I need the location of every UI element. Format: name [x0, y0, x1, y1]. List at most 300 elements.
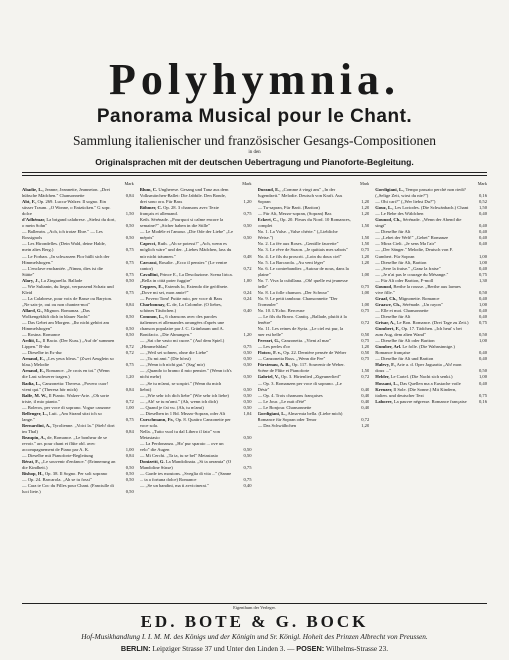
entry-text	[375, 247, 469, 259]
work-description: Op. 38. Il Sogno. Per soli soprano	[44, 471, 108, 477]
work-description: Il Pianto. Walzer-Arie. „Oh sorte triste, il mio pianto."	[22, 392, 110, 404]
entry-price: 0,75	[125, 271, 134, 277]
composer-name: Kreuzer,	[375, 386, 393, 392]
catalog-entry	[375, 187, 487, 199]
entry-text	[140, 272, 234, 284]
catalog-entry	[140, 260, 252, 272]
catalog-entry	[140, 187, 252, 205]
entry-text	[258, 381, 352, 393]
entry-price: 0,75	[478, 320, 487, 326]
composer-name: Gordigiani, L.,	[257, 410, 287, 416]
entry-price: 0,40	[478, 211, 487, 217]
composer-name: Graaf, Ch.,	[375, 295, 398, 301]
entry-text	[140, 217, 234, 229]
page-subtitle: Panorama Musical pour le Chant.	[96, 106, 413, 127]
publisher-court-title: Hof-Musikhandlung I. I. M. M. des Königs und der Königin und Sr. Königl. Hoheit des Prinzen Albrecht von Preussen.	[81, 632, 428, 641]
entry-price: 0,50	[125, 465, 134, 471]
entry-price: 0,40	[478, 350, 487, 356]
entry-price: 0,75	[243, 344, 252, 350]
work-description: — Tu-sapran, Für Barit. (Bariton)	[257, 205, 320, 211]
entry-price: 0,75	[478, 271, 487, 277]
catalog-entries	[375, 187, 487, 405]
entry-price: 0,16	[478, 398, 487, 404]
composer-name: Badia, L.,	[22, 380, 42, 386]
entry-text	[22, 435, 116, 453]
composer-name: Gumbert, F.,	[375, 326, 401, 332]
entry-price: 0,50	[243, 447, 252, 453]
work-description: — Les perles d'or	[257, 344, 291, 350]
catalog-entry	[258, 381, 370, 393]
entry-price: 0,40	[478, 307, 487, 313]
work-description: — Le Bebe des Wäldchen	[375, 211, 424, 217]
composer-name: Ceppers, E.,	[139, 283, 164, 289]
work-description: — „Lebet der Welt!" „Gebet" Romanze	[375, 235, 449, 241]
entry-text	[375, 217, 469, 229]
composer-name: Curschmann, Fr.,	[139, 416, 175, 422]
entry-price: 0,50	[361, 332, 370, 338]
catalog-entry	[258, 187, 370, 205]
work-description: No. 11. Les reines de Syria. „Le ciel est pur, la mer est belle"	[257, 326, 344, 338]
entry-text	[140, 471, 234, 483]
header-rule-bottom	[22, 175, 487, 176]
entry-price: 0,84	[125, 453, 134, 459]
collection-description: Sammlung italienischer und französischer Gesangs-Compositionen	[73, 133, 436, 148]
entry-price: 0,84	[125, 193, 134, 199]
work-description: Sérénade. „Un rayon"	[402, 301, 443, 307]
work-description: Keth. Sérénade. „Pourquoi si calme encore la semaine?" „Sicher haben in die Stille"	[139, 217, 224, 229]
entry-price: 0,72	[125, 344, 134, 350]
entry-price: 0,75	[361, 356, 370, 362]
catalog-entry	[22, 266, 134, 278]
entry-text	[22, 356, 116, 368]
catalog-entry	[140, 441, 252, 453]
composer-name: Fürstenau, A. B.,	[257, 362, 291, 368]
catalog-entry	[22, 296, 134, 308]
work-description: Arie a. d. Oper Jaguarita „Ah! mon doux ..."	[375, 362, 462, 374]
work-description: Ruth. „Ah se potessi!" „Ach, wenn es möglich wäre" und der. „Liebes Mädchen, lass du mir nicht träumen."	[139, 241, 232, 259]
work-description: — La Perdonanza. „Ho' pur sparato ... ove un velo" die Augen	[139, 440, 224, 453]
work-description: Nella. „Tutto vuol tu dal Libero il fato" von Metastasio	[139, 428, 220, 440]
entry-text	[22, 368, 116, 380]
entry-text	[140, 338, 234, 350]
entry-text	[22, 284, 116, 296]
entry-text	[375, 187, 469, 199]
work-description: — Le Forban. „In schwarzen Flor hüllt sich der Himmelsbogen."	[22, 253, 110, 265]
catalog-entry	[22, 254, 134, 266]
work-description: La brigand calabrese. „Siehst du dort, o mein Sohn"	[22, 217, 116, 229]
entry-price: 0,72	[125, 398, 134, 404]
entry-price: 0,50	[125, 277, 134, 283]
work-description: Rosalie. „Ecco il pensier." (Le ventre cantor)	[139, 259, 228, 271]
entry-text	[375, 326, 469, 338]
work-description: No. 7. Viva la cubillana. „Oh! quelle est jeunesse belle"	[257, 277, 348, 289]
catalog-entry	[22, 356, 134, 368]
entry-price: 1,50	[361, 223, 370, 229]
entry-price: 0,16	[478, 193, 487, 199]
composer-name: Hossant, L.,	[375, 380, 399, 386]
entry-text	[258, 229, 352, 241]
catalog-entry	[140, 302, 252, 314]
entry-price: 1,50	[478, 205, 487, 211]
composer-name: Carcassi,	[139, 259, 158, 265]
work-description: de, La Colombe. (O liebes, schönes Täubchen.)	[139, 301, 222, 313]
catalog-entry	[140, 459, 252, 471]
composer-name: Grisar, A.,	[375, 320, 396, 326]
entry-price: 0,50	[243, 386, 252, 392]
composer-name: Bellenger, L.,	[22, 410, 48, 416]
work-description: Le Cartel. (Die Nacht sich senkt.)	[390, 374, 453, 380]
work-description: — Rosina. Romance	[22, 332, 61, 338]
entry-price: 0,75	[125, 247, 134, 253]
composer-name: Capecci,	[139, 241, 157, 247]
catalog-entry	[140, 338, 252, 350]
entry-price: 0,84	[125, 386, 134, 392]
entry-price: 1,00	[243, 277, 252, 283]
entry-price: 0,50	[243, 235, 252, 241]
work-description: — Elle et moi. Chansonnette	[375, 307, 429, 313]
catalog-entries	[22, 187, 134, 495]
entry-text	[22, 483, 116, 495]
entry-price: 1,00	[478, 259, 487, 265]
entry-price: 0,50	[125, 332, 134, 338]
work-description: — Le fils du Bravo. Cantiq. „Ballade, plutôt à la fenêtre"	[257, 313, 347, 326]
work-description: — Mirra Cieli. „Je sens Ma l'air"	[375, 241, 436, 247]
entry-price: 1,00	[478, 253, 487, 259]
catalog-entry	[258, 411, 370, 423]
publisher-name: ED. BOTE & G. BOCK	[140, 612, 369, 631]
entry-price: 1,20	[243, 199, 252, 205]
entry-text	[22, 308, 116, 320]
work-description: — Dieselben in 1 Bd. Mezzo-Sopran, oder Alt	[139, 410, 226, 416]
entry-price: 1,20	[361, 199, 370, 205]
composer-name: Gounod,	[375, 283, 393, 289]
entry-text	[375, 387, 469, 399]
catalog-entries	[140, 187, 252, 489]
entry-price: 0,50	[243, 350, 252, 356]
catalog-entry	[22, 308, 134, 320]
work-description: — Dieselbe für Alt	[375, 229, 411, 235]
work-description: — Les Hirondelles. (Dein Wald, deine Halde, mein altes Berg.)	[22, 241, 106, 253]
catalog-entry	[258, 296, 370, 308]
catalog-entry	[22, 338, 134, 350]
berlin-label: BERLIN:	[120, 644, 151, 653]
catalog-entry	[258, 423, 370, 429]
work-description: No. 9. Le petit tambour. Chansonnette "Der Trommler"	[257, 295, 338, 307]
entry-text	[22, 381, 116, 393]
entry-text	[375, 399, 469, 405]
entry-price: 0,40	[478, 313, 487, 319]
work-description: Il Sole. (Die Sonne.) Mit Kindern, italien. und deutscher Text	[375, 386, 457, 398]
work-description: 6 chansons avec des paroles italiennes et allemandes arrangées d'après une chanson populaire par J. C. Grünbaum und A. Bonifacio. „Die Ahnungen."	[139, 313, 225, 338]
entry-text	[258, 411, 352, 423]
catalog-entry	[22, 483, 134, 495]
composer-name: Balfe, M. W.,	[22, 392, 48, 398]
work-description: Alma-mia bella. (Liebe mich) Romance für Sopran oder Tenor	[257, 410, 343, 422]
catalog-entry	[22, 199, 134, 217]
work-description: Ungherese. Gesang und Tanz aus dem Volksmärchen-Ballet: Die Jabbile. Den Bonde, drei sono ora. Für Bass	[139, 187, 229, 205]
entry-price: 0,50	[125, 235, 134, 241]
work-description: — Mi Cerchi. „Ta ta, tu se bel" Metastasio	[139, 453, 219, 459]
mark-column-header: Mark	[124, 181, 134, 186]
work-description: — Dieselbe für Alt, Bariton	[375, 259, 427, 265]
entry-price: 1,00	[478, 301, 487, 307]
work-description: Op. 28. 3 chansons avec Texte français et allemand.	[139, 205, 219, 217]
work-description: — „Quando io bramo il mio pensier." (Wenn ich's nicht mehr)	[139, 368, 232, 380]
berlin-address: Leipziger Strasse 37 und Unter den Linden 3.	[152, 644, 286, 653]
entry-price: 0,48	[243, 253, 252, 259]
entry-price: 0,50	[243, 398, 252, 404]
entry-text	[140, 229, 234, 241]
catalog-entry	[22, 217, 134, 229]
entry-text	[258, 423, 352, 429]
entry-price: 0,75	[361, 307, 370, 313]
entry-price: 0,50	[125, 313, 134, 319]
work-description: Canzonetta. „Vieni al mar"	[281, 338, 331, 344]
entry-text	[140, 441, 234, 453]
entry-price: 0,40	[478, 380, 487, 386]
work-description: Luit. „Am Strand sitzt ich so lange."	[22, 410, 102, 422]
entry-price: 0,50	[478, 368, 487, 374]
work-description: — Garde tes moutons. „Sveglia di vita ..." (Sanne ... ta a fortuna dolce) Romance	[139, 471, 232, 483]
entry-text	[140, 205, 234, 217]
catalog-entry	[140, 381, 252, 393]
entry-text	[140, 284, 234, 296]
entry-price: 0,50	[243, 434, 252, 440]
entry-price: 0,40	[361, 398, 370, 404]
entry-price: 1,50	[361, 368, 370, 374]
catalog-entry	[375, 326, 487, 338]
mark-column-header: Mark	[477, 181, 487, 186]
work-description: Tyrolienne. „Voici la." (Sieh! dort im Thal)	[22, 422, 115, 434]
composer-name: Böhmer, C.	[139, 205, 162, 211]
entry-price: 0,40	[478, 241, 487, 247]
composer-name: Alary, J.,	[22, 277, 40, 283]
entry-text	[22, 199, 116, 217]
entry-price: 1,20	[361, 211, 370, 217]
catalog-entry	[140, 314, 252, 338]
composer-name: Bishop, H.,	[22, 471, 44, 477]
work-description: — Dieselbe in Es-dur	[22, 350, 62, 356]
catalog-column	[140, 181, 252, 601]
entry-text	[140, 368, 234, 380]
entry-price: 1,20	[361, 253, 370, 259]
work-description: — Canzonetta Russ. „Wenn die Fee"	[257, 356, 326, 362]
entry-text	[140, 429, 234, 441]
work-description: — „Wenn ich nicht gut." (Sag' mir)	[139, 362, 205, 368]
work-description: Op. 22. Dernière pensée de Weber	[283, 350, 347, 356]
entry-price: 0,72	[243, 265, 252, 271]
catalog-entry	[140, 483, 252, 489]
catalog-entry	[22, 187, 134, 199]
entry-text	[22, 187, 116, 199]
work-description: — „Ah! se tu m'ami." (Ah, wenn ich dich)	[139, 398, 218, 404]
work-description: — Povero Tom! Puttie mio, per voce di Bass	[139, 295, 223, 301]
catalog-entry	[140, 417, 252, 429]
work-description: Canzonetta: Theresa. „Povero cuor! vieni qui." (Theresa hör mich)	[22, 380, 109, 392]
catalog-entry	[22, 411, 134, 423]
entry-price: 1,00	[478, 374, 487, 380]
catalog-entry	[22, 423, 134, 435]
entry-text	[22, 254, 116, 266]
catalog-columns	[22, 181, 487, 601]
entry-text	[375, 284, 469, 296]
entry-text	[140, 459, 234, 471]
entry-price: 0,50	[125, 471, 134, 477]
work-description: No. 6. Le contrebandier. „Autour de nous, dans la plaine"	[257, 265, 349, 277]
work-description: — Das Gebet am Morgen. „Ihr nicht gehört am Himmelsbogen"	[22, 320, 110, 332]
catalog-entry	[258, 266, 370, 278]
entry-text	[258, 314, 352, 326]
composer-name: Abt, F.,	[22, 199, 37, 205]
posen-address: Wilhelms-Strasse 23.	[325, 644, 389, 653]
composer-name: Eckert, C.,	[257, 217, 279, 223]
work-description: La Mandolinata. „Si ta aeramia" (O Mandoline Süsse)	[139, 459, 232, 471]
collection-description-detail: Originalsprachen mit der deutschen Uebertragung und Pianoforte-Begleitung.	[95, 157, 414, 167]
catalog-entry	[22, 368, 134, 380]
catalog-entry	[375, 247, 487, 259]
work-description: — La Calabrese, pour voix de Basse ou Baryton. „Ne sais-je, oui ou non chantez-moi"	[22, 295, 113, 307]
work-description: Berthe la rousse. „Berthe aux larmes vive fille."	[375, 283, 461, 295]
publisher-rights-label: Eigenthum der Verleger.	[233, 605, 276, 610]
entry-text	[140, 483, 234, 489]
entry-price: 0,40	[361, 392, 370, 398]
entry-price: 0,50	[361, 350, 370, 356]
entry-price: 1,00	[478, 338, 487, 344]
composer-name: Blum, C.	[139, 187, 158, 192]
composer-name: Bérat, F.,	[22, 459, 40, 465]
catalog-entry	[375, 284, 487, 296]
catalog-entry	[375, 217, 487, 229]
entry-price: 0,40	[243, 483, 252, 489]
work-description: La pauvre négresse. Romance française	[393, 398, 467, 404]
work-description: — Für Alt oder Bariton, F-moll	[375, 277, 434, 283]
entry-text	[258, 362, 352, 374]
entry-text	[258, 187, 352, 205]
work-description: — „Wie sehr ich dich liebe" (Wie sehr ich liebe)	[139, 392, 229, 398]
work-description: „Comme à vingt ans" „In der Jugendzeit." Melodie. Deutsch von Kraft. Aus Sopran	[257, 187, 343, 205]
work-description: Tempo passato perchè non riedi? („Selige Zeit, wirst du nie?")	[375, 187, 466, 199]
catalog-entry	[22, 320, 134, 332]
entry-price: 0,75	[125, 362, 134, 368]
catalog-entry	[258, 362, 370, 374]
entry-text	[375, 344, 469, 356]
composer-name: Donizetti, G.	[139, 459, 165, 465]
entry-text	[140, 187, 234, 205]
entry-text	[140, 260, 234, 272]
entry-price: 0,72	[125, 350, 134, 356]
composer-name: Ardiii, L.,	[22, 338, 42, 344]
entry-text	[22, 320, 116, 332]
entry-price: 1,00	[361, 271, 370, 277]
composer-name: Laborre,	[375, 398, 393, 404]
composer-name: Abadie, L.,	[22, 187, 44, 192]
composer-name: Ferrari, G.,	[257, 338, 281, 344]
posen-label: POSEN:	[296, 644, 325, 653]
work-description: — „Sere la fraise." „Ganz la fraise"	[375, 265, 441, 271]
work-description: „Le souvenir d'enfance." (Erinnerung an die Kindheit.)	[22, 459, 116, 471]
entry-price: 0,40	[361, 386, 370, 392]
composer-name: Arnaud, E.,	[22, 368, 45, 374]
entry-price: 0,50	[125, 489, 134, 495]
work-description: No. 2. La fée aux Roses. „Gentille fauvette"	[257, 241, 339, 247]
catalog-entry	[258, 278, 370, 290]
catalog-column	[22, 181, 134, 601]
composer-name: Gordigiani, L.,	[375, 187, 405, 192]
entry-price: 0,84	[125, 301, 134, 307]
entry-price: 0,75	[125, 259, 134, 265]
work-description: Mignon. Romanza. „Das Wolkengeklüft dich in blauer Nacht"	[22, 307, 90, 319]
composer-name: Arnaud, E.,	[22, 356, 45, 362]
entry-price: 0,40	[478, 223, 487, 229]
entry-price: 0,50	[243, 392, 252, 398]
entry-text	[140, 302, 234, 314]
entry-price: 0,75	[361, 338, 370, 344]
work-description: — Le Modèle et l'amour. „Die Ode der Liebe" „Le mépris"	[139, 229, 234, 241]
composer-name: Gumber, Arl.	[375, 344, 402, 350]
work-description: Das Quellen ma a Eustache voile	[399, 380, 461, 386]
footer-rule	[22, 603, 487, 604]
entry-price: 1,00	[361, 301, 370, 307]
work-description: No. 5. La Barcarola. „Au vent léger"	[257, 259, 326, 265]
entry-text	[258, 296, 352, 308]
work-description: No. 4. Le fils du proscrit. „Loin du doux ciel"	[257, 253, 342, 259]
entry-price: 0,24	[243, 289, 252, 295]
composer-name: Beaupin, A.,	[22, 434, 46, 440]
work-description: — „Se un bandini, ma ti avvicinerai."	[139, 483, 209, 489]
entry-price: 0,40	[243, 307, 252, 313]
composer-name: Durand, E.,	[257, 187, 281, 192]
entry-text	[258, 266, 352, 278]
entry-price: 0,50	[478, 332, 487, 338]
catalog-entry	[140, 205, 252, 217]
catalog-entry	[22, 381, 134, 393]
catalog-entry	[375, 344, 487, 356]
work-description: No. 10. L'Echo. Berceuse	[257, 307, 305, 313]
work-description: Prince E., La Desolazione. Scena lirica. „Bella in città poter fuggire"	[139, 271, 233, 283]
catalog-entry	[258, 229, 370, 241]
page-title: Polyhymnia.	[109, 55, 400, 104]
entry-price: 1,50	[125, 211, 134, 217]
work-description: — Cara te Coc du Filles pour Chant. (Fanciulle di luci liete.)	[22, 483, 114, 495]
work-description: Op. 8. Quattro Canzonette per voce sola.	[139, 416, 231, 428]
work-description: — Dieselbe für Alt oder Bariton	[375, 338, 435, 344]
catalog-entry	[375, 387, 487, 399]
work-description: — Quand je t'ai vu. (Ah, tu m'ami)	[139, 404, 204, 410]
work-description: Il Bacio. (Der Kuss.) „Auf de' summen Lippen." B-dur	[22, 338, 115, 350]
catalog-entry	[22, 241, 134, 253]
catalog-entry	[258, 217, 370, 229]
catalog-entry	[140, 217, 252, 229]
work-description: — Dieselbe mit Pianoforte-Begleitung	[22, 453, 94, 459]
entry-price: 1,04	[243, 410, 252, 416]
catalog-entry	[22, 435, 134, 453]
catalog-entry	[140, 429, 252, 441]
work-description: Op. 3. Hirtenlied „Zigeunerlied"	[280, 374, 341, 380]
composer-name: Helder,	[375, 374, 390, 380]
entry-price: 0,50	[125, 223, 134, 229]
catalog-entry	[22, 229, 134, 241]
mark-column-header: Mark	[242, 181, 252, 186]
entry-text	[22, 338, 116, 350]
entry-price: 0,75	[243, 211, 252, 217]
work-description: No. 1. La Valse. „Valse chérie." („Liebliche Weise.")	[257, 229, 338, 241]
work-description: — „Der Sänger." Melodie, Deutsch von F. Gumbert. Für Sopran	[375, 247, 453, 259]
work-description: — Dieselbe für Alt und Bariton	[375, 356, 434, 362]
entry-price: 0,75	[361, 283, 370, 289]
work-description: — „Je n'ai pas le courage du Mésange."	[375, 271, 449, 277]
entry-price: 0,75	[125, 289, 134, 295]
entry-text	[22, 229, 116, 241]
